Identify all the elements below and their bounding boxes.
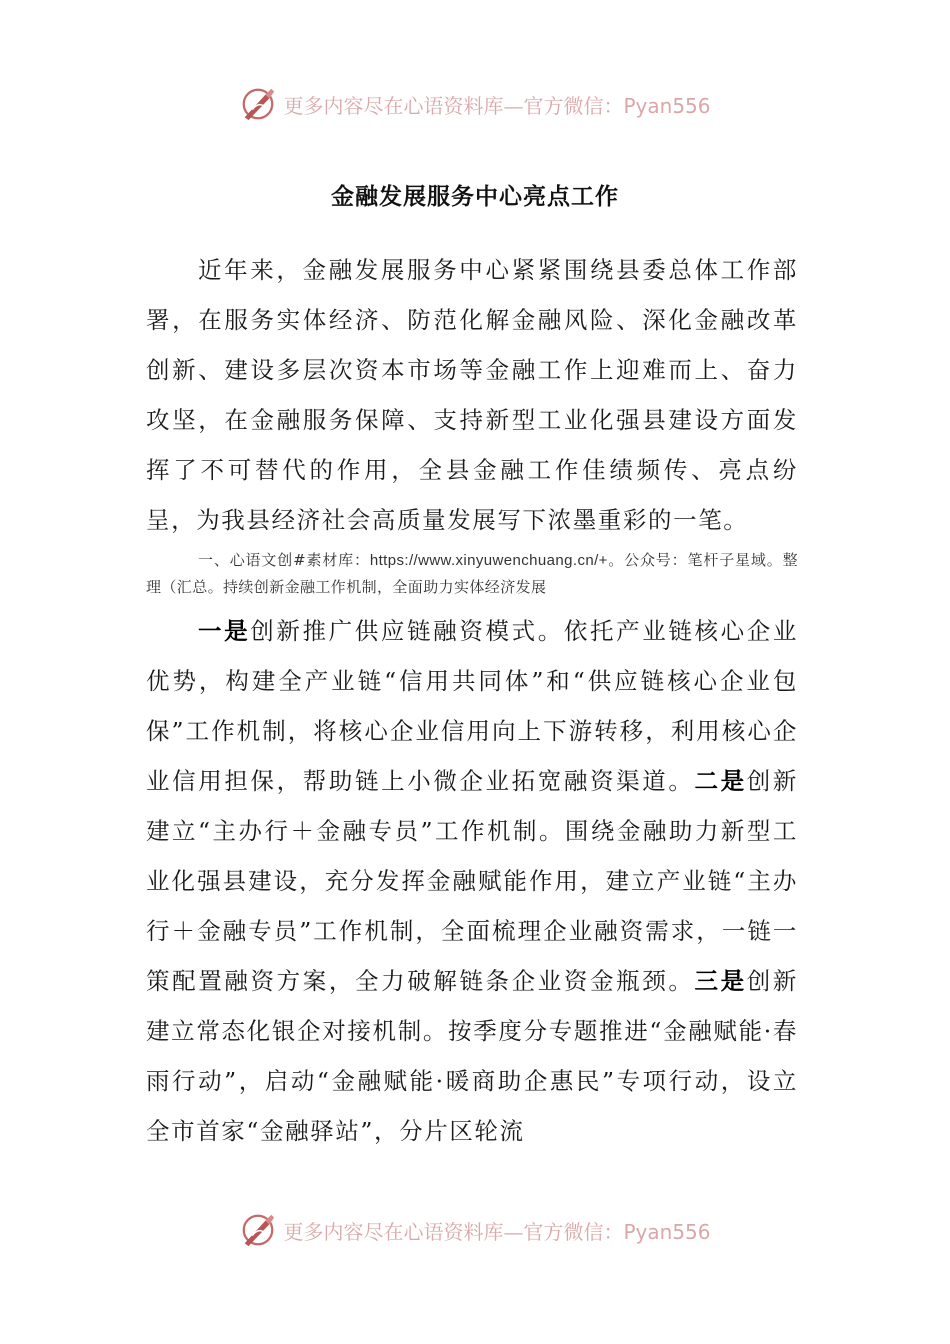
document-title: 金融发展服务中心亮点工作 <box>331 184 619 210</box>
document-body <box>146 245 798 1156</box>
point-two-lead: 二是 <box>694 767 747 795</box>
banner-text: 更多内容尽在心语资料库—官方微信：Pyan556 <box>283 93 711 118</box>
measures-paragraph: 一是创新推广供应链融资模式。依托产业链核心企业优势，构建全产业链“信用共同体”和“供应链核心企业包保”工作机制，将核心企业信用向上下游转移，利用核心企业信用担保，帮助链上小微企业拓宽融资渠道。二是创新建立“主办行＋金融专员”工作机制。围绕金融助力新型工业化强县建设，充分发挥金融赋能作用，建立产业链“主办行＋金融专员”工作机制，全面梳理企业融资需求，一链一策配置融资方案，全力破解链条企业资金瓶颈。三是创新建立常态化银企对接机制。按季度分专题推进“金融赋能·春雨行动”，启动“金融赋能·暖商助企惠民”专项行动，设立全市首家“金融驿站”，分片区轮流 <box>146 617 799 1145</box>
section-heading-line: 一、心语文创#素材库：https://www.xinyuwenchuang.cn/+。公众号：笔杆子星域。整理（汇总。持续创新金融工作机制，全面助力实体经济发展 <box>146 551 798 596</box>
pen-logo-icon <box>239 85 277 123</box>
header-banner <box>0 84 950 124</box>
point-one-lead: 一是 <box>198 617 251 645</box>
point-three-lead: 三是 <box>694 967 747 995</box>
banner-text: 更多内容尽在心语资料库—官方微信：Pyan556 <box>283 1219 711 1244</box>
footer-banner <box>0 1210 950 1250</box>
pen-logo-icon <box>239 1211 277 1249</box>
intro-paragraph: 近年来，金融发展服务中心紧紧围绕县委总体工作部署，在服务实体经济、防范化解金融风险、深化金融改革创新、建设多层次资本市场等金融工作上迎难而上、奋力攻坚，在金融服务保障、支持新型工业化强县建设方面发挥了不可替代的作用，全县金融工作佳绩频传、亮点纷呈，为我县经济社会高质量发展写下浓墨重彩的一笔。 <box>146 256 798 534</box>
